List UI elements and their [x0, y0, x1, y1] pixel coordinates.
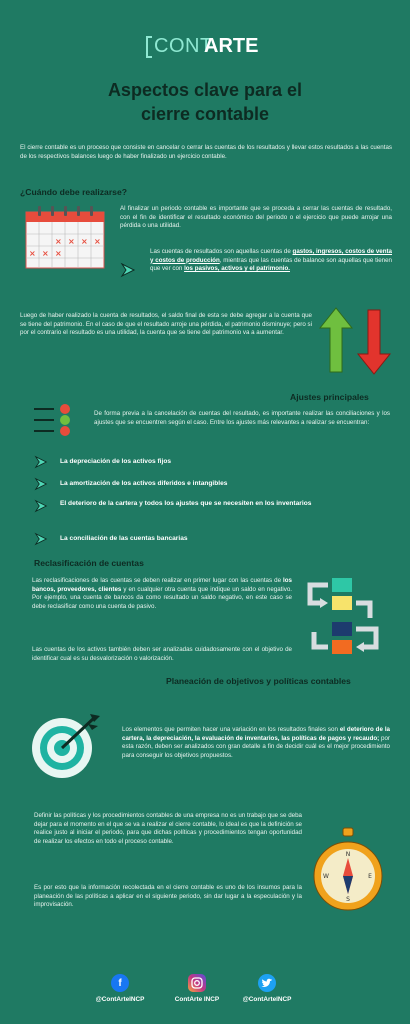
- logo-bracket: [146, 36, 152, 58]
- intro-paragraph: El cierre contable es un proceso que consiste en cancelar o cerrar las cuentas de los resultados y llevar estos resultados a las cuentas de los respectivos balances luego de haber finalizado un ejercicio contable.: [20, 144, 392, 160]
- chevron-right-icon: [34, 477, 48, 491]
- svg-text:×: ×: [81, 237, 88, 246]
- section-heading-planning: Planeación de objetivos y políticas contables: [166, 676, 351, 686]
- chevron-right-icon: [34, 499, 48, 513]
- svg-text:×: ×: [29, 249, 36, 258]
- logo: [146, 34, 266, 60]
- social-label-instagram[interactable]: ContArte INCP: [174, 996, 220, 1003]
- svg-text:×: ×: [68, 237, 75, 246]
- logo-text-arte: ARTE: [204, 35, 259, 57]
- compass-w-label: W: [323, 873, 329, 880]
- reclass-paragraph-2: Las cuentas de los activos también deben ser analizadas cuidadosamente con el objetivo de identificar cual es su desvalorización o valorización.: [32, 646, 292, 662]
- section-heading-adjust: Ajustes principales: [290, 392, 369, 402]
- reclass-paragraph-1: [32, 577, 292, 611]
- compass-s-label: S: [346, 896, 350, 903]
- chevron-right-icon: [120, 262, 136, 278]
- planning-p1-text-a: Los elementos que permiten hacer una variación en los resultados finales son: [122, 726, 340, 733]
- planning-paragraph-1: [122, 726, 390, 760]
- section-heading-when: ¿Cuándo debe realizarse?: [20, 187, 127, 197]
- when-paragraph-1: Al finalizar un periodo contable es importante que se proceda a cerrar las cuentas de resultado, con el fin de identificar el resultado económico del periodo o el ejercicio que puede arrojar una pérdida o una utilidad.: [120, 205, 392, 230]
- twitter-icon[interactable]: [258, 974, 276, 992]
- planning-p1-text-c: por esta razón, deben ser analizados con gran detalle a fin de decidir cuál es el mejor procedimiento para conseguir los objetivos propuestos.: [122, 734, 390, 759]
- compass-e-label: E: [368, 873, 372, 880]
- when-p2-text-a: Las cuentas de resultados son aquellas cuentas de: [150, 248, 293, 255]
- when-paragraph-3: Luego de haber realizado la cuenta de resultados, el saldo final de esta se debe agregar a la cuenta que se tiene del patrimonio. En el caso de que el resultado arroje una pérdida, el patrimonio disminuye; pero si por el contrario el resultado es una utilidad, la cuenta que se tiene del patrimonio va a aumentar.: [20, 312, 312, 337]
- reclassify-blocks-icon: [304, 576, 384, 658]
- reclass-p1-text-b: los bancos, proveedores, clientes: [32, 577, 292, 593]
- svg-text:×: ×: [55, 237, 62, 246]
- compass-n-label: N: [345, 851, 351, 858]
- page-title-line2: cierre contable: [140, 104, 270, 124]
- chevron-right-icon: [34, 532, 48, 546]
- when-p2-text-c: , mientras que las cuentas de balance son aquellas que tienen que ver con: [150, 256, 392, 273]
- adjust-item-2: La amortización de los activos diferidos e intangibles: [60, 480, 228, 487]
- adjust-item-4: La conciliación de las cuentas bancarias: [60, 535, 188, 542]
- reclass-p1-text-c: y en cualquier otra cuenta que indique un saldo en negativo. Por ejemplo, una cuenta de bancos da como resultado un saldo negativo, en este caso se debe reclasificar como una cuenta de pasivo.: [32, 585, 292, 610]
- svg-text:×: ×: [94, 237, 101, 246]
- svg-text:×: ×: [55, 249, 62, 258]
- chevron-right-icon: [34, 455, 48, 469]
- social-label-twitter[interactable]: @ContArteINCP: [242, 996, 292, 1003]
- up-down-arrows-icon: [318, 306, 392, 376]
- checklist-icon: [32, 404, 76, 438]
- social-label-facebook[interactable]: @ContArteINCP: [95, 996, 145, 1003]
- adjust-intro: De forma previa a la cancelación de cuentas del resultado, es importante realizar las conciliaciones y los ajustes que se encuentren según el caso. Entre los ajustes más relevantes a realizar se encuentran:: [94, 410, 390, 426]
- reclass-p1-text-a: Las reclasificaciones de las cuentas se deben realizar en primer lugar con las cuentas de: [32, 577, 284, 584]
- section-heading-reclass: Reclasificación de cuentas: [34, 558, 144, 568]
- logo-text-cont: CONT: [154, 35, 213, 57]
- when-p2-text-b: gastos, ingresos, costos de venta y costos de producción: [150, 248, 392, 264]
- planning-paragraph-2: Definir las políticas y los procedimientos contables de una empresa no es un trabajo que se deba dejar para el momento en el que se va a realizar el cierre contable, lo ideal es que la definición se realice justo al iniciar el periodo, para que dichas políticas y procedimientos tengan oportunidad de realizar los efectos en todo el proceso contable.: [34, 812, 302, 845]
- page-title: [0, 78, 410, 126]
- target-icon: [30, 712, 102, 780]
- instagram-icon[interactable]: [188, 974, 206, 992]
- page-title-line1: Aspectos clave para el: [107, 80, 303, 100]
- adjust-item-3: El deterioro de la cartera y todos los ajustes que se necesiten en los inventarios: [60, 500, 312, 507]
- planning-p1-text-b: el deterioro de la cartera, la depreciación, la evaluación de inventarios, las políticas de pagos y recaudo;: [122, 726, 390, 742]
- when-p2-text-d: los pasivos, activos y el patrimonio.: [184, 265, 290, 273]
- compass-icon: [312, 826, 384, 912]
- planning-paragraph-3: Es por esto que la información recolectada en el cierre contable es uno de los insumos para la planeación de las políticas a aplicar en el siguiente periodo, sin dar lugar a la especulación y la improvisación.: [34, 884, 302, 909]
- facebook-icon[interactable]: f: [111, 974, 129, 992]
- when-paragraph-2: [150, 248, 392, 274]
- calendar-icon: [24, 204, 106, 270]
- svg-text:×: ×: [42, 249, 49, 258]
- adjust-item-1: La depreciación de los activos fijos: [60, 458, 172, 465]
